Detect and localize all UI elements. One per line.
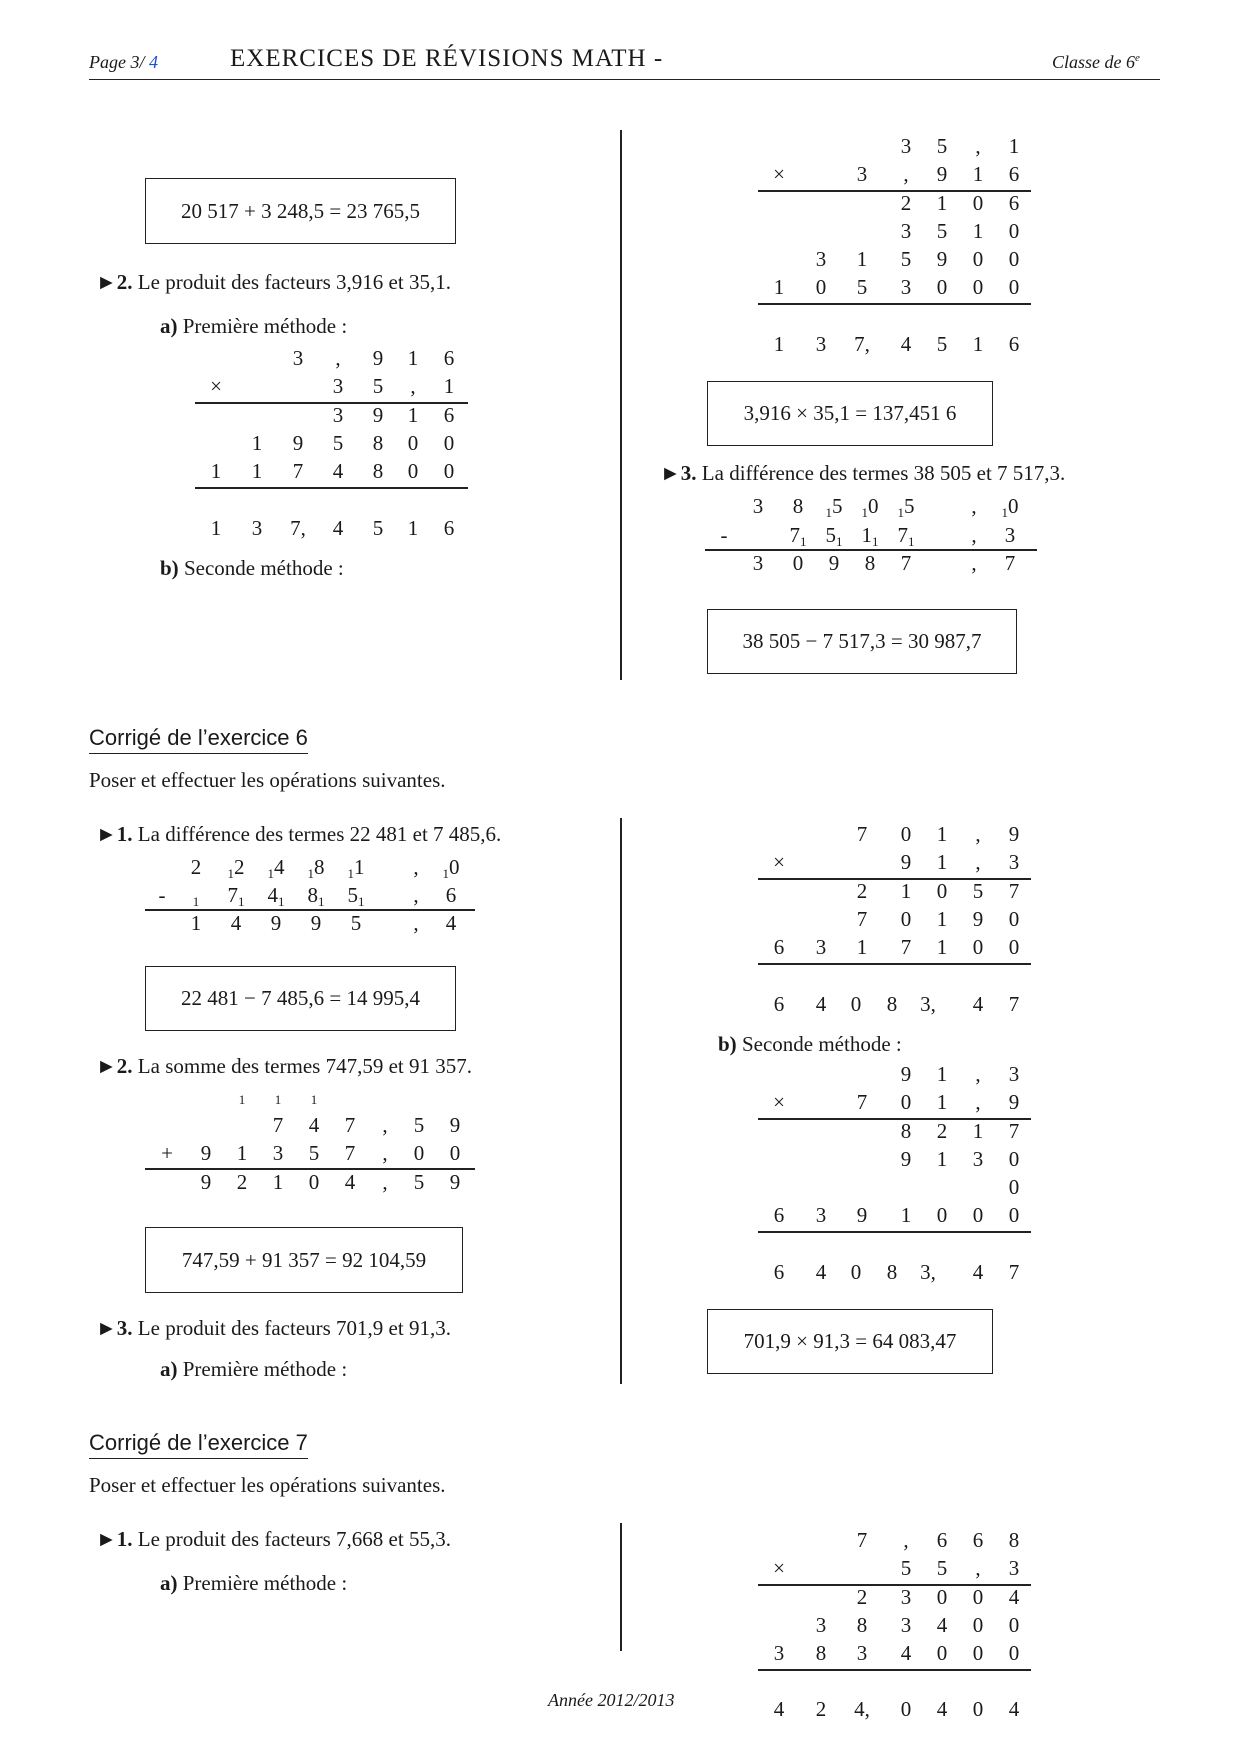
- result-box: 20 517 + 3 248,5 = 23 765,5: [145, 178, 456, 244]
- item-1: ►1. Le produit des facteurs 7,668 et 55,3.: [96, 1527, 451, 1551]
- item-3: ►3. Le produit des facteurs 701,9 et 91,3.: [96, 1316, 451, 1340]
- section-title: Corrigé de l’exercice 7: [89, 1430, 308, 1459]
- method-a: a) Première méthode :: [160, 1357, 348, 1381]
- column-separator: [620, 1523, 622, 1651]
- item-3: ►3. La différence des termes 38 505 et 7 517,3.: [660, 461, 1066, 485]
- result-box: 747,59 + 91 357 = 92 104,59: [145, 1227, 463, 1293]
- column-separator: [620, 130, 622, 680]
- method-b: b) Seconde méthode :: [160, 556, 344, 580]
- method-a: a) Première méthode :: [160, 314, 348, 338]
- result-box: 38 505 − 7 517,3 = 30 987,7: [707, 609, 1017, 674]
- page-title: EXERCICES DE RÉVISIONS MATH -: [230, 45, 664, 72]
- result-box: 3,916 × 35,1 = 137,451 6: [707, 381, 993, 446]
- item-2: ►2. La somme des termes 747,59 et 91 357.: [96, 1054, 472, 1078]
- method-b: b) Seconde méthode :: [718, 1032, 902, 1056]
- footer-year: Année 2012/2013: [548, 1690, 675, 1710]
- section-title: Corrigé de l’exercice 6: [89, 725, 308, 754]
- item-2: ►2. Le produit des facteurs 3,916 et 35,1.: [96, 270, 451, 294]
- section-intro: Poser et effectuer les opérations suivantes.: [89, 1473, 446, 1497]
- header-rule: [89, 79, 1160, 80]
- item-1: ►1. La différence des termes 22 481 et 7 485,6.: [96, 822, 502, 846]
- page-number: Page 3/ 4: [89, 52, 158, 72]
- section-intro: Poser et effectuer les opérations suivantes.: [89, 768, 446, 792]
- result-box: 22 481 − 7 485,6 = 14 995,4: [145, 966, 456, 1031]
- method-a: a) Première méthode :: [160, 1571, 348, 1595]
- column-separator: [620, 818, 622, 1384]
- result-box: 701,9 × 91,3 = 64 083,47: [707, 1309, 993, 1374]
- class-label: Classe de 6e: [1052, 52, 1140, 72]
